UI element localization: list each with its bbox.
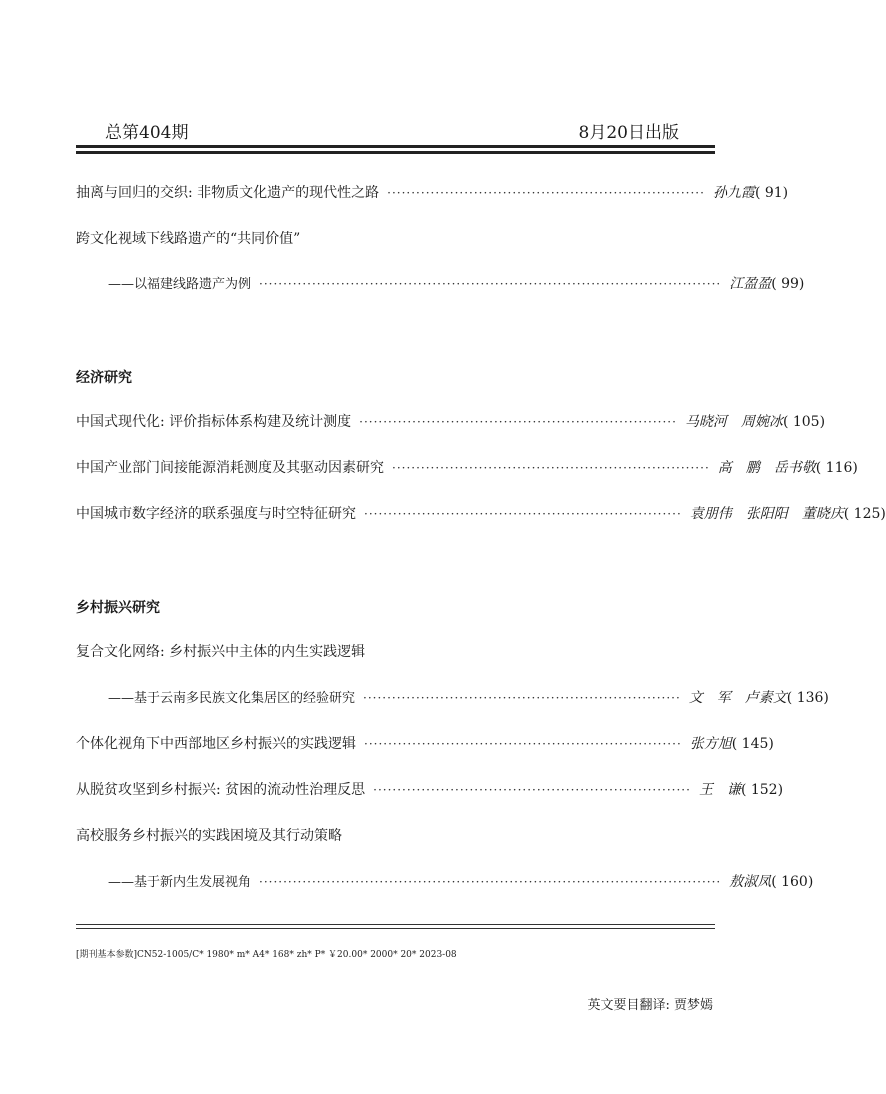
leader-dots: ·································································· xyxy=(359,415,677,429)
toc-entry-subtitle-line[interactable] xyxy=(108,687,829,707)
entry-title: 中国产业部门间接能源消耗测度及其驱动因素研究 xyxy=(76,460,384,476)
entry-subtitle: ——以福建线路遗产为例 xyxy=(108,277,252,292)
entry-title: 个体化视角下中西部地区乡村振兴的实践逻辑 xyxy=(76,736,356,752)
toc-entry-title[interactable]: 高校服务乡村振兴的实践困境及其行动策略 xyxy=(76,828,342,844)
footer-double-rule xyxy=(76,924,715,930)
leader-dots: ·································································· xyxy=(364,507,682,521)
section-heading: 经济研究 xyxy=(76,370,132,386)
entry-author: 敖淑凤 xyxy=(729,874,772,890)
leader-dots: ································································································ xyxy=(259,875,722,889)
entry-page: ( 116) xyxy=(815,460,858,476)
entry-author: 文 军 卢素文 xyxy=(688,690,787,706)
toc-entry[interactable] xyxy=(76,411,826,431)
toc-entry[interactable] xyxy=(76,779,784,799)
toc-entry-subtitle-line[interactable] xyxy=(108,273,805,293)
entry-page: ( 160) xyxy=(771,874,814,890)
journal-parameters: [期刊基本参数]CN52-1005/C* 1980* m* A4* 168* zh* P* ￥20.00* 2000* 20* 2023-08 xyxy=(76,950,457,960)
entry-subtitle: ——基于新内生发展视角 xyxy=(108,875,252,890)
entry-subtitle: ——基于云南多民族文化集居区的经验研究 xyxy=(108,691,356,706)
leader-dots: ································································································ xyxy=(259,277,722,291)
entry-author: 袁朋伟 张阳阳 董晓庆 xyxy=(689,506,844,522)
leader-dots: ·································································· xyxy=(392,461,710,475)
entry-author: 江盈盈 xyxy=(729,276,772,292)
toc-entry-title[interactable]: 复合文化网络: 乡村振兴中主体的内生实践逻辑 xyxy=(76,644,366,660)
translator-credit: 英文要目翻译: 贾梦嫣 xyxy=(587,998,713,1013)
entry-page: ( 91) xyxy=(754,185,789,201)
toc-entry[interactable] xyxy=(76,457,858,477)
entry-author: 王 谦 xyxy=(698,782,741,798)
publish-date: 8月20日出版 xyxy=(578,123,679,143)
entry-title: 中国式现代化: 评价指标体系构建及统计测度 xyxy=(76,414,352,430)
entry-title: 抽离与回归的交织: 非物质文化遗产的现代性之路 xyxy=(76,185,380,201)
toc-entry-title[interactable]: 跨文化视域下线路遗产的“共同价值” xyxy=(76,231,301,247)
entry-page: ( 145) xyxy=(731,736,774,752)
leader-dots: ·································································· xyxy=(373,783,691,797)
entry-title: 从脱贫攻坚到乡村振兴: 贫困的流动性治理反思 xyxy=(76,782,366,798)
toc-entry[interactable] xyxy=(76,503,886,523)
entry-page: ( 105) xyxy=(782,414,826,430)
entry-author: 马晓河 周婉冰 xyxy=(684,414,783,430)
entry-page: ( 136) xyxy=(786,690,829,706)
toc-entry-subtitle-line[interactable] xyxy=(108,871,814,891)
header-double-rule xyxy=(76,145,715,155)
entry-author: 孙九霞 xyxy=(712,185,755,201)
toc-entry[interactable] xyxy=(76,182,789,202)
entry-page: ( 125) xyxy=(843,506,886,522)
entry-author: 高 鹏 岳书敬 xyxy=(717,460,816,476)
entry-title: 中国城市数字经济的联系强度与时空特征研究 xyxy=(76,506,356,522)
leader-dots: ·································································· xyxy=(363,691,681,705)
section-heading: 乡村振兴研究 xyxy=(76,600,160,616)
toc-entry[interactable] xyxy=(76,733,774,753)
entry-author: 张方旭 xyxy=(689,736,732,752)
entry-page: ( 152) xyxy=(740,782,784,798)
issue-number: 总第404期 xyxy=(105,123,189,143)
entry-page: ( 99) xyxy=(771,276,805,292)
leader-dots: ·································································· xyxy=(387,186,705,200)
leader-dots: ·································································· xyxy=(364,737,682,751)
